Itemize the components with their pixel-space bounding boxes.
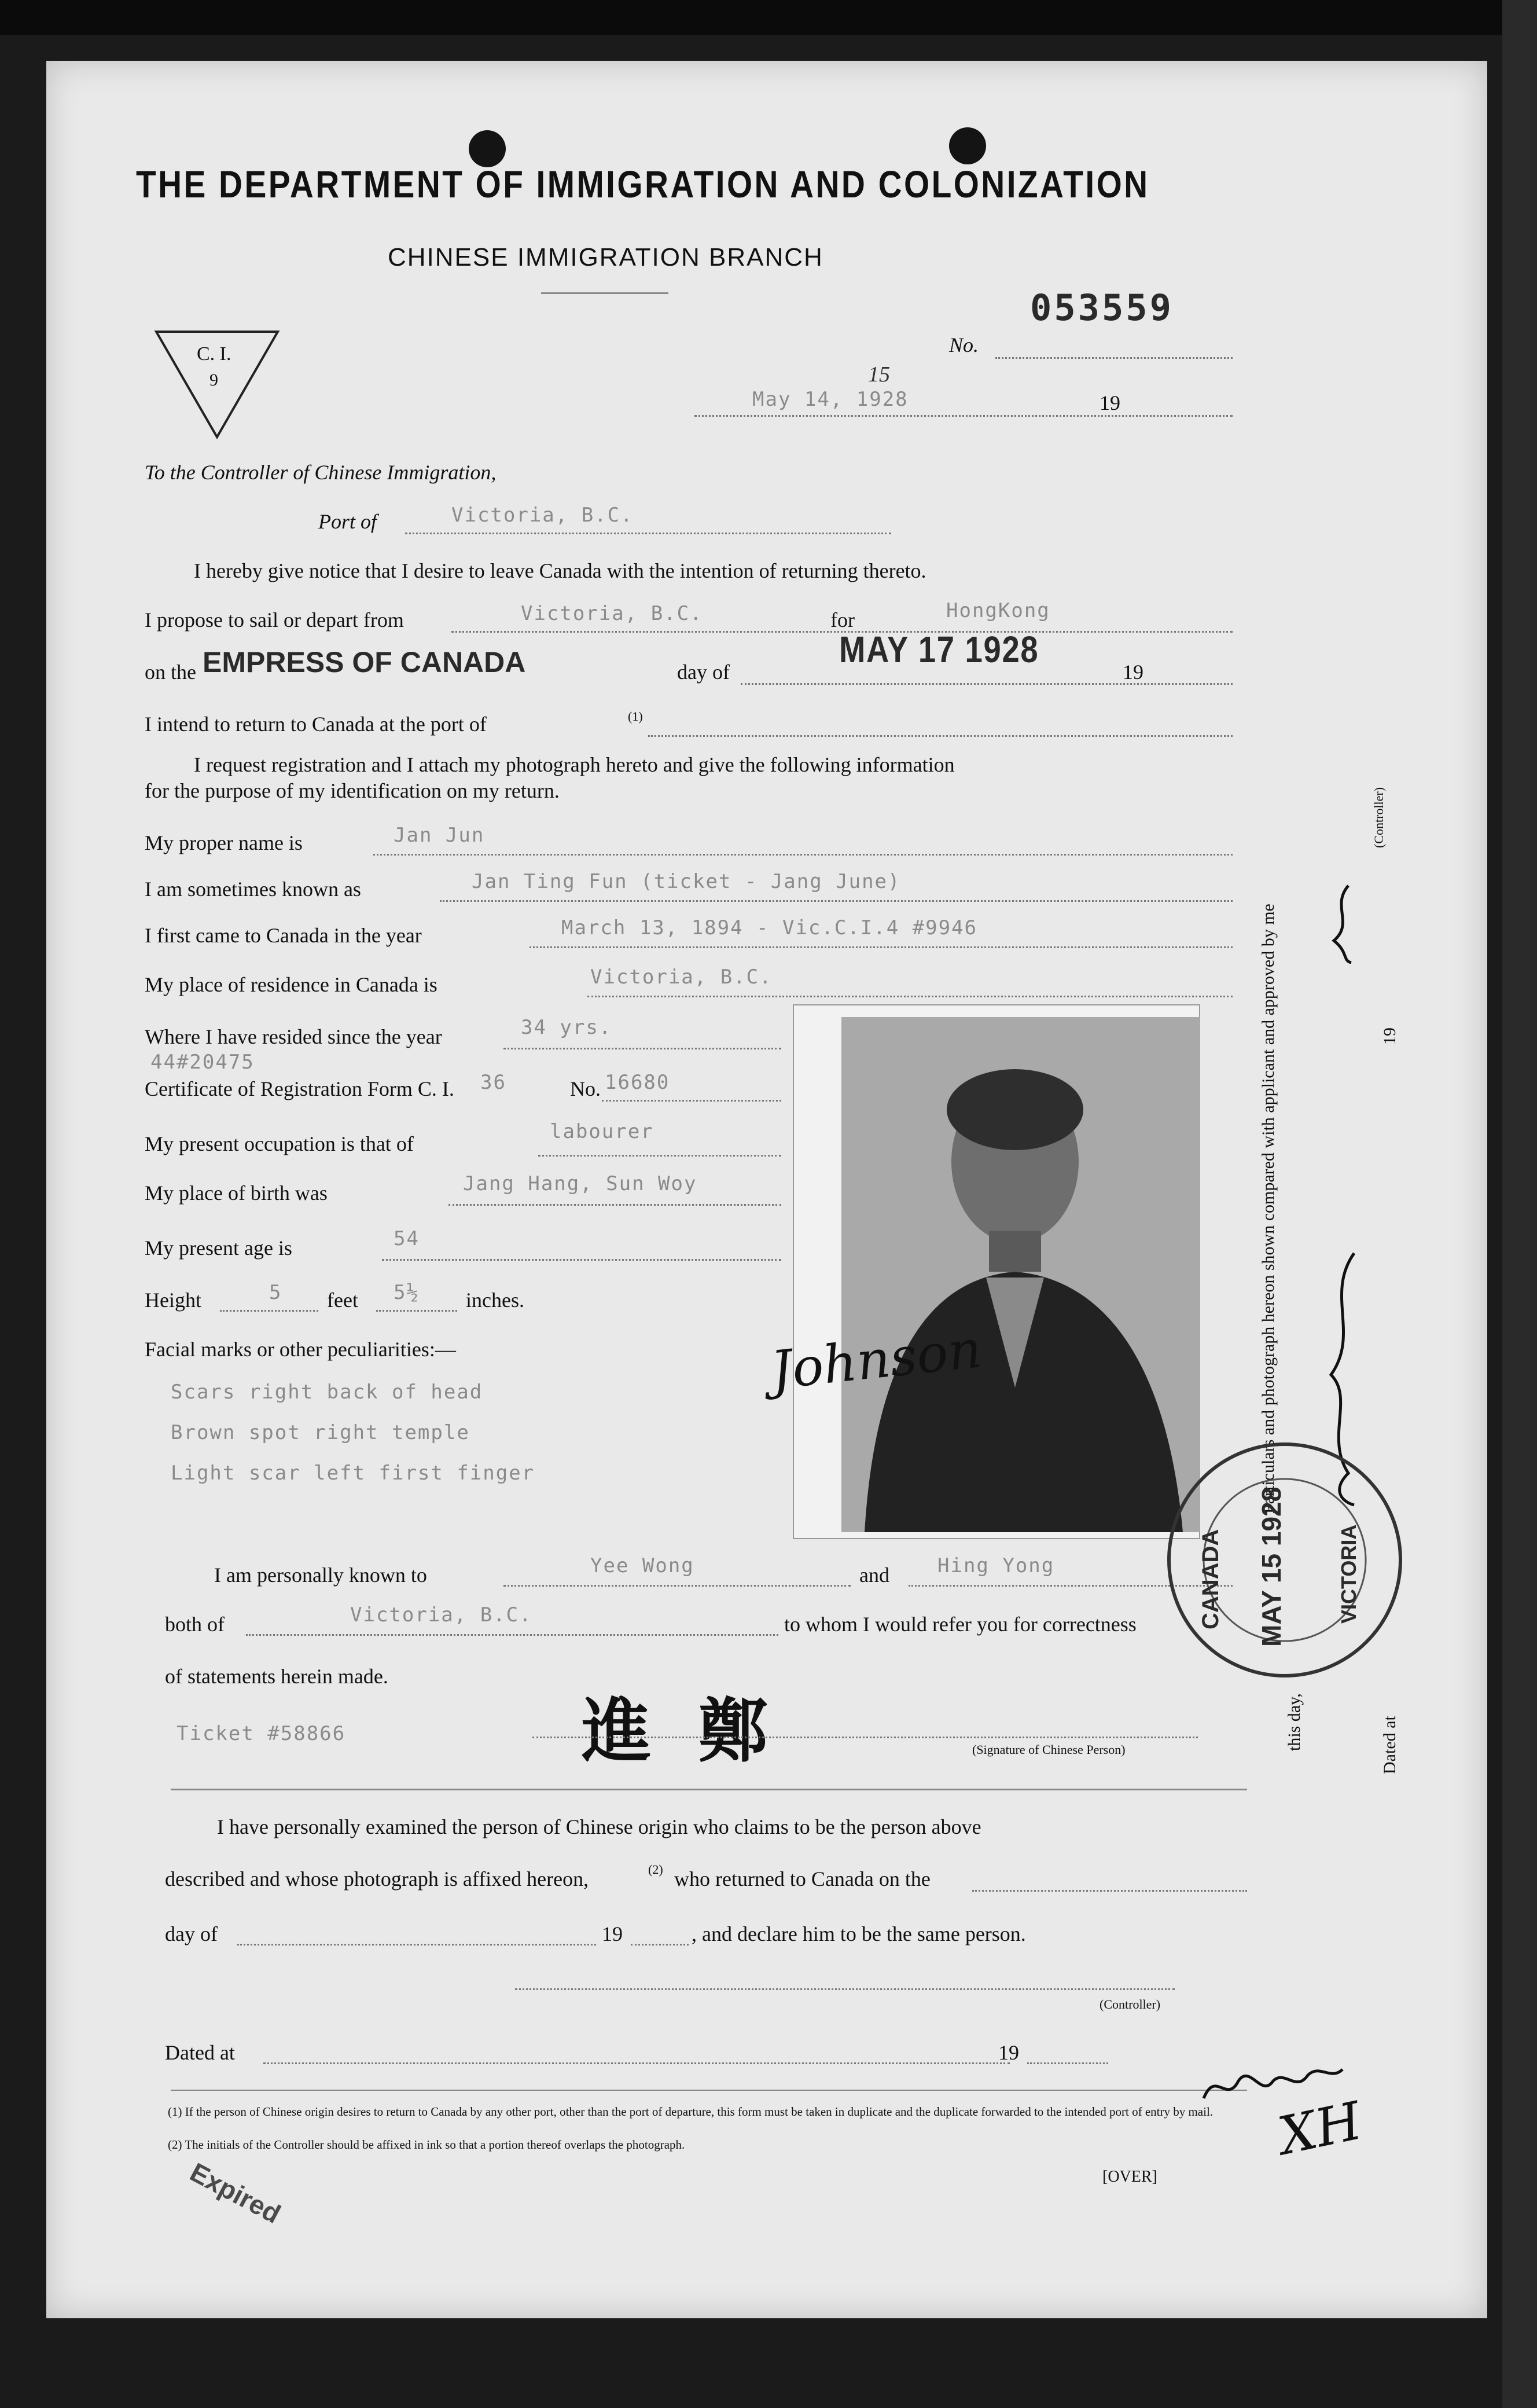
examination-year-line bbox=[631, 1944, 689, 1946]
photograph-image bbox=[841, 1017, 1200, 1532]
sail-value: Victoria, B.C. bbox=[521, 602, 703, 625]
expired-stamp: Expired bbox=[185, 2156, 286, 2230]
notice-intro: I hereby give notice that I desire to leave Canada with the intention of returning thereto. bbox=[194, 559, 926, 582]
inspector-initials: XH bbox=[1273, 2090, 1367, 2167]
departure-year: 19 bbox=[1123, 660, 1143, 684]
proper-name-value: Jan Jun bbox=[394, 824, 485, 847]
this-day-label: this day, bbox=[1285, 1693, 1304, 1751]
applicant-photograph bbox=[768, 1004, 1200, 1539]
departure-line bbox=[741, 683, 1233, 685]
inches-label: inches. bbox=[466, 1289, 524, 1312]
proper-name-label: My proper name is bbox=[145, 831, 303, 854]
return-footnote-mark: (1) bbox=[628, 709, 643, 724]
request-line-2: for the purpose of my identification on my return. bbox=[145, 779, 560, 802]
age-value: 54 bbox=[394, 1227, 420, 1250]
known-as-value: Jan Ting Fun (ticket - Jang June) bbox=[472, 870, 901, 893]
no-label: No. bbox=[949, 333, 979, 357]
request-line-1: I request registration and I attach my photograph hereto and give the following information bbox=[194, 753, 955, 776]
for-label: for bbox=[830, 608, 855, 632]
form-number: 053559 bbox=[1030, 287, 1174, 329]
side-dated-at-label: Dated at bbox=[1380, 1716, 1399, 1774]
both-of-value: Victoria, B.C. bbox=[350, 1603, 532, 1627]
film-border-top bbox=[0, 0, 1537, 35]
handwritten-mark-icon bbox=[1325, 883, 1360, 964]
form-badge bbox=[153, 327, 281, 443]
occupation-line bbox=[538, 1155, 781, 1157]
both-of-label: both of bbox=[165, 1613, 225, 1636]
first-came-label: I first came to Canada in the year bbox=[145, 924, 422, 947]
birthplace-line bbox=[448, 1204, 781, 1206]
occupation-label: My present occupation is that of bbox=[145, 1132, 414, 1155]
stamp-date: MAY 15 1928 bbox=[1256, 1486, 1286, 1647]
immigration-form bbox=[46, 61, 1487, 2318]
returned-on-line bbox=[972, 1890, 1247, 1892]
resided-since-value: 34 yrs. bbox=[521, 1016, 612, 1039]
known-as-line bbox=[440, 900, 1233, 902]
form-date-year: 19 bbox=[1100, 391, 1120, 414]
form-date-correction: 15 bbox=[868, 362, 890, 387]
examination-footnote-mark: (2) bbox=[648, 1862, 663, 1877]
occupation-value: labourer bbox=[550, 1120, 654, 1143]
dated-at-label: Dated at bbox=[165, 2041, 235, 2064]
ticket-number: Ticket #58866 bbox=[177, 1722, 346, 1745]
photo-signature: Johnson bbox=[768, 1319, 985, 1401]
examination-day-of-label: day of bbox=[165, 1922, 218, 1946]
height-feet-value: 5 bbox=[269, 1281, 282, 1304]
form-date: May 14, 1928 bbox=[752, 388, 909, 411]
both-of-line bbox=[246, 1634, 778, 1636]
handwritten-scribble-icon bbox=[1198, 2058, 1348, 2110]
port-label: Port of bbox=[318, 510, 377, 533]
signature-caption: (Signature of Chinese Person) bbox=[972, 1742, 1126, 1757]
sail-label: I propose to sail or depart from bbox=[145, 608, 404, 632]
badge-line-1: C. I. bbox=[197, 343, 231, 365]
first-came-line bbox=[530, 946, 1233, 948]
age-label: My present age is bbox=[145, 1236, 292, 1260]
residence-value: Victoria, B.C. bbox=[590, 966, 773, 989]
victoria-date-stamp bbox=[1163, 1438, 1406, 1682]
branch-underline bbox=[541, 292, 668, 294]
examination-line-2-end: who returned to Canada on the bbox=[674, 1867, 931, 1891]
reference-1: Yee Wong bbox=[590, 1554, 694, 1577]
inspector-scribble bbox=[1198, 2058, 1348, 2110]
day-of-label: day of bbox=[677, 660, 730, 684]
resided-since-label: Where I have resided since the year bbox=[145, 1025, 442, 1048]
known-to-label: I am personally known to bbox=[214, 1563, 427, 1587]
approval-year-label: 19 bbox=[1380, 1027, 1399, 1045]
film-border-right bbox=[1502, 0, 1537, 2408]
signature-line bbox=[532, 1737, 1198, 1738]
addressee-line: To the Controller of Chinese Immigration, bbox=[145, 461, 497, 484]
certificate-line bbox=[602, 1100, 781, 1102]
side-controller-caption: (Controller) bbox=[1371, 787, 1386, 848]
section-divider bbox=[171, 1789, 1247, 1790]
height-label: Height bbox=[145, 1289, 201, 1312]
no-line bbox=[995, 357, 1233, 359]
certificate-form-value: 36 bbox=[480, 1071, 506, 1094]
facial-mark-3: Light scar left first finger bbox=[171, 1462, 535, 1485]
departure-date-stamp: MAY 17 1928 bbox=[839, 629, 1039, 670]
on-the-label: on the bbox=[145, 660, 196, 684]
birthplace-value: Jang Hang, Sun Woy bbox=[463, 1172, 697, 1195]
certificate-no-label: No. bbox=[570, 1077, 601, 1100]
age-line bbox=[382, 1259, 781, 1261]
and-label: and bbox=[859, 1563, 889, 1587]
port-value: Victoria, B.C. bbox=[451, 504, 634, 527]
footnote-1: (1) If the person of Chinese origin desires to return to Canada by any other port, other than the port of departure, this form must be taken in duplicate and the duplicate forwarded to the intended port of entry by mail. bbox=[168, 2105, 1214, 2119]
refer-label: to whom I would refer you for correctness bbox=[784, 1613, 1137, 1636]
destination-value: HongKong bbox=[946, 599, 1050, 622]
controller-signature-line bbox=[515, 1988, 1175, 1990]
examination-year: 19 bbox=[602, 1922, 623, 1946]
known-as-label: I am sometimes known as bbox=[145, 878, 361, 901]
facial-mark-2: Brown spot right temple bbox=[171, 1421, 470, 1444]
dated-at-line bbox=[263, 2062, 1010, 2064]
controller-caption: (Controller) bbox=[1100, 1997, 1161, 2011]
height-inches-line bbox=[376, 1310, 457, 1312]
feet-label: feet bbox=[327, 1289, 358, 1312]
proper-name-line bbox=[373, 854, 1233, 856]
reference-2: Hing Yong bbox=[937, 1554, 1055, 1577]
examination-line-1: I have personally examined the person of Chinese origin who claims to be the person above bbox=[217, 1815, 981, 1838]
department-title: THE DEPARTMENT OF IMMIGRATION AND COLONIZATION bbox=[136, 163, 1150, 205]
declare-text: , and declare him to be the same person. bbox=[692, 1922, 1026, 1946]
dated-year: 19 bbox=[998, 2041, 1019, 2064]
height-feet-line bbox=[220, 1310, 318, 1312]
height-inches-value: 5½ bbox=[394, 1281, 420, 1304]
certificate-handwritten-number: 44#20475 bbox=[150, 1051, 255, 1074]
punch-hole-right bbox=[949, 127, 986, 164]
chinese-signature: 進 鄭 bbox=[582, 1690, 779, 1772]
reference-1-line bbox=[503, 1585, 851, 1587]
examination-line-2: described and whose photograph is affixed hereon, bbox=[165, 1867, 589, 1891]
form-date-line bbox=[694, 415, 1233, 417]
controller-mark-top bbox=[1325, 883, 1360, 964]
statements-label: of statements herein made. bbox=[165, 1665, 388, 1688]
over-label: [OVER] bbox=[1102, 2168, 1157, 2186]
return-port-line bbox=[648, 735, 1233, 737]
compared-approval-text: Particulars and photograph hereon shown compared with applicant and approved by me bbox=[1259, 904, 1278, 1514]
facial-mark-1: Scars right back of head bbox=[171, 1381, 483, 1404]
branch-subtitle: CHINESE IMMIGRATION BRANCH bbox=[388, 243, 823, 271]
facial-marks-label: Facial marks or other peculiarities:— bbox=[145, 1338, 456, 1361]
stamp-city: VICTORIA bbox=[1337, 1524, 1360, 1624]
ship-name-stamp: EMPRESS OF CANADA bbox=[203, 646, 526, 678]
first-came-value: March 13, 1894 - Vic.C.I.4 #9946 bbox=[561, 916, 978, 939]
birthplace-label: My place of birth was bbox=[145, 1181, 328, 1205]
badge-line-2: 9 bbox=[209, 370, 218, 390]
portrait-icon bbox=[841, 1017, 1200, 1532]
certificate-label: Certificate of Registration Form C. I. bbox=[145, 1077, 454, 1100]
stamp-country: CANADA bbox=[1198, 1529, 1223, 1629]
examination-day-line bbox=[237, 1944, 596, 1946]
footnote-divider bbox=[171, 2090, 1247, 2091]
certificate-no-value: 16680 bbox=[605, 1071, 670, 1094]
dated-year-line bbox=[1027, 2062, 1108, 2064]
footnote-2: (2) The initials of the Controller should be affixed in ink so that a portion thereof overlaps the photograph. bbox=[168, 2138, 685, 2152]
residence-label: My place of residence in Canada is bbox=[145, 973, 437, 996]
residence-line bbox=[587, 996, 1233, 997]
return-port-label: I intend to return to Canada at the port of bbox=[145, 713, 487, 736]
resided-since-line bbox=[503, 1048, 781, 1049]
port-line bbox=[405, 533, 891, 534]
